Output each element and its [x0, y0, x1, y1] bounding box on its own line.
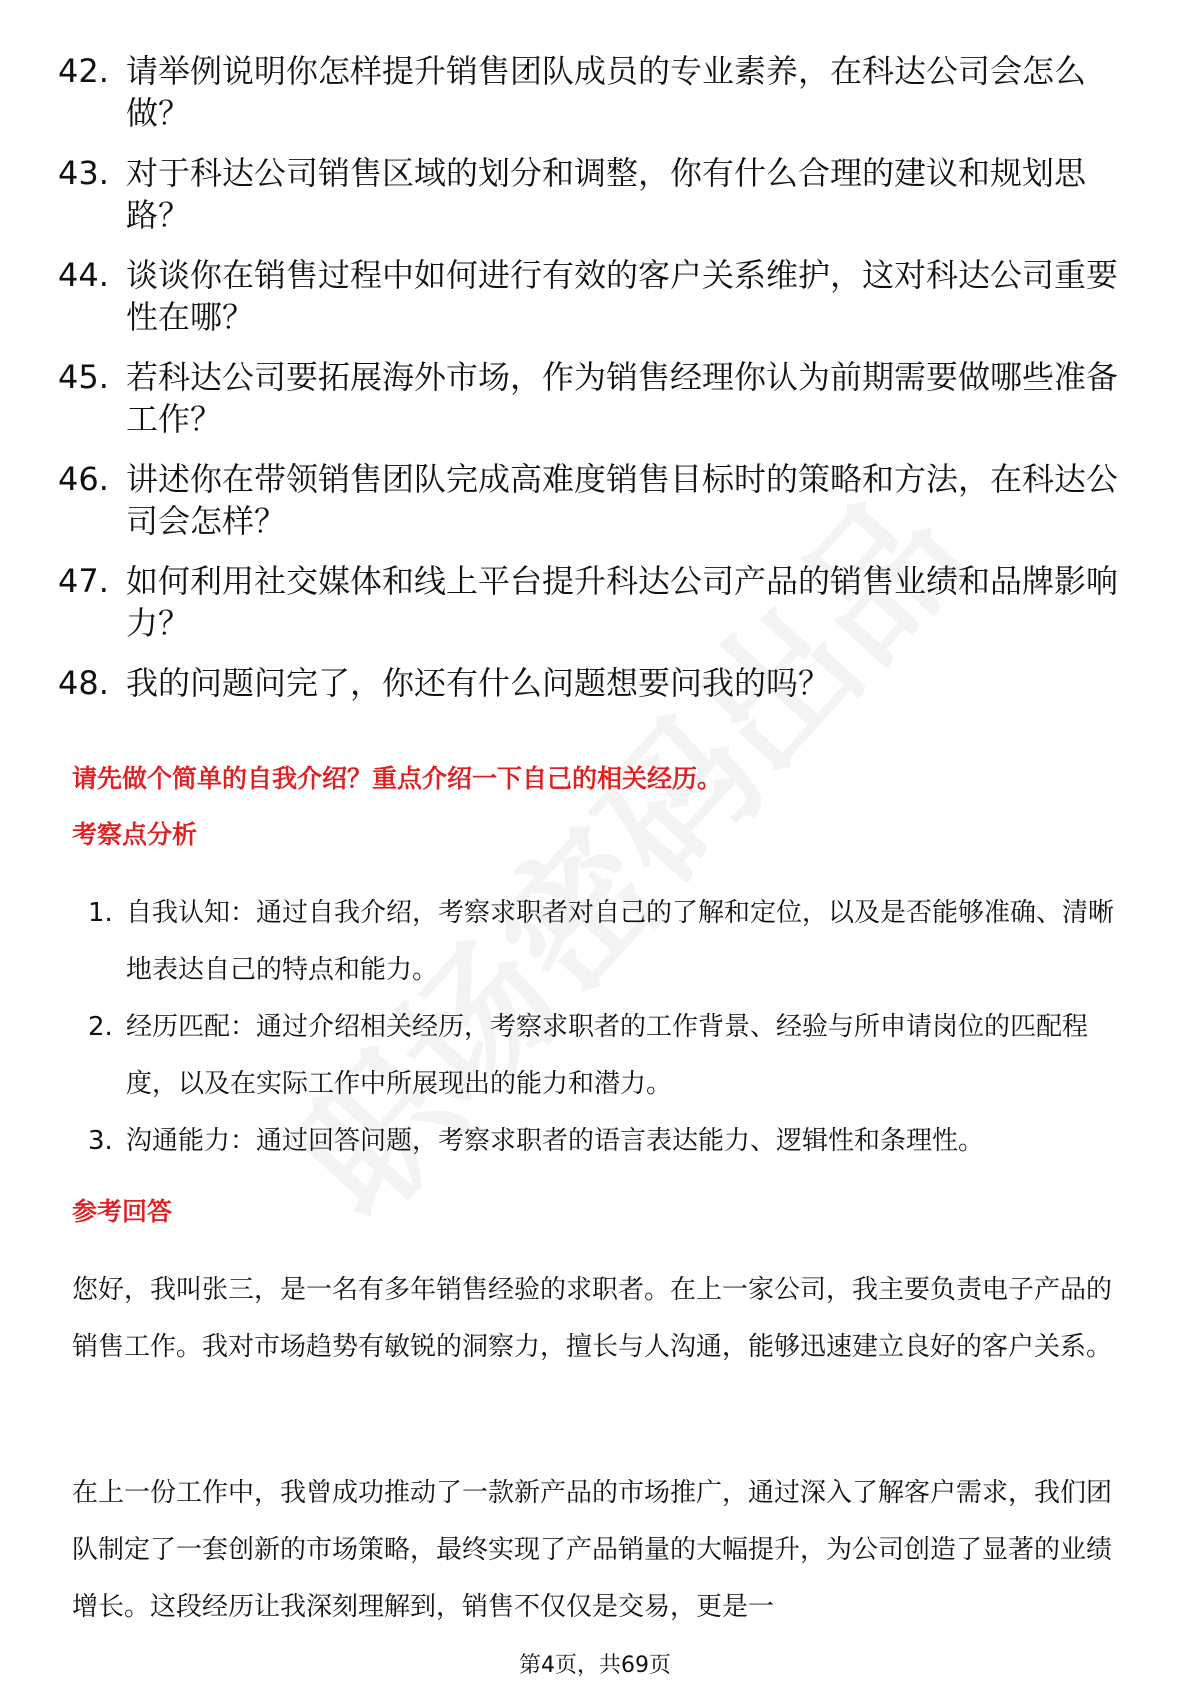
- item-text: 请举例说明你怎样提升销售团队成员的专业素养，在科达公司会怎么做？: [126, 52, 1087, 132]
- list-item: [58, 356, 1138, 440]
- list-item: [58, 50, 1138, 134]
- page-footer: 第4页，共69页: [519, 1653, 671, 1678]
- list-item: [58, 662, 1138, 704]
- item-number: 47.: [58, 562, 109, 600]
- item-text: 谈谈你在销售过程中如何进行有效的客户关系维护，这对科达公司重要性在哪？: [126, 256, 1119, 336]
- analysis-list: [72, 885, 1117, 1170]
- list-item: [58, 458, 1138, 542]
- list-item: [72, 999, 1117, 1113]
- item-text: 讲述你在带领销售团队完成高难度销售目标时的策略和方法，在科达公司会怎样？: [126, 460, 1119, 540]
- item-number: 46.: [58, 460, 109, 498]
- item-number: 2.: [88, 1012, 113, 1042]
- item-number: 45.: [58, 358, 109, 396]
- item-number: 43.: [58, 154, 109, 192]
- answer-paragraph: 您好，我叫张三，是一名有多年销售经验的求职者。在上一家公司，我主要负责电子产品的销售工作。我对市场趋势有敏锐的洞察力，擅长与人沟通，能够迅速建立良好的客户关系。: [72, 1275, 1113, 1362]
- featured-question: 请先做个简单的自我介绍？重点介绍一下自己的相关经历。: [72, 764, 723, 793]
- list-item: [72, 1113, 1117, 1170]
- item-text: 若科达公司要拓展海外市场，作为销售经理你认为前期需要做哪些准备工作？: [126, 358, 1119, 438]
- item-text: 经历匹配：通过介绍相关经历，考察求职者的工作背景、经验与所申请岗位的匹配程度，以及在实际工作中所展现出的能力和潜力。: [126, 1012, 1089, 1099]
- item-text: 沟通能力：通过回答问题，考察求职者的语言表达能力、逻辑性和条理性。: [126, 1126, 985, 1156]
- analysis-heading: 考察点分析: [72, 820, 198, 849]
- item-text: 我的问题问完了，你还有什么问题想要问我的吗？: [126, 664, 831, 702]
- item-text: 如何利用社交媒体和线上平台提升科达公司产品的销售业绩和品牌影响力？: [126, 562, 1119, 642]
- list-item: [58, 254, 1138, 338]
- item-text: 对于科达公司销售区域的划分和调整，你有什么合理的建议和规划思路？: [126, 154, 1087, 234]
- question-list: [58, 50, 1138, 722]
- item-number: 1.: [88, 898, 113, 928]
- item-number: 42.: [58, 52, 109, 90]
- item-number: 3.: [88, 1126, 113, 1156]
- answer-paragraph: 在上一份工作中，我曾成功推动了一款新产品的市场推广，通过深入了解客户需求，我们团队制定了一套创新的市场策略，最终实现了产品销量的大幅提升，为公司创造了显著的业绩增长。这段经历让我深刻理解到，销售不仅仅是交易，更是一: [72, 1478, 1113, 1622]
- answer-heading: 参考回答: [72, 1197, 173, 1226]
- list-item: [72, 885, 1117, 999]
- list-item: [58, 152, 1138, 236]
- list-item: [58, 560, 1138, 644]
- item-number: 48.: [58, 664, 109, 702]
- item-text: 自我认知：通过自我介绍，考察求职者对自己的了解和定位，以及是否能够准确、清晰地表达自己的特点和能力。: [126, 898, 1115, 985]
- item-number: 44.: [58, 256, 109, 294]
